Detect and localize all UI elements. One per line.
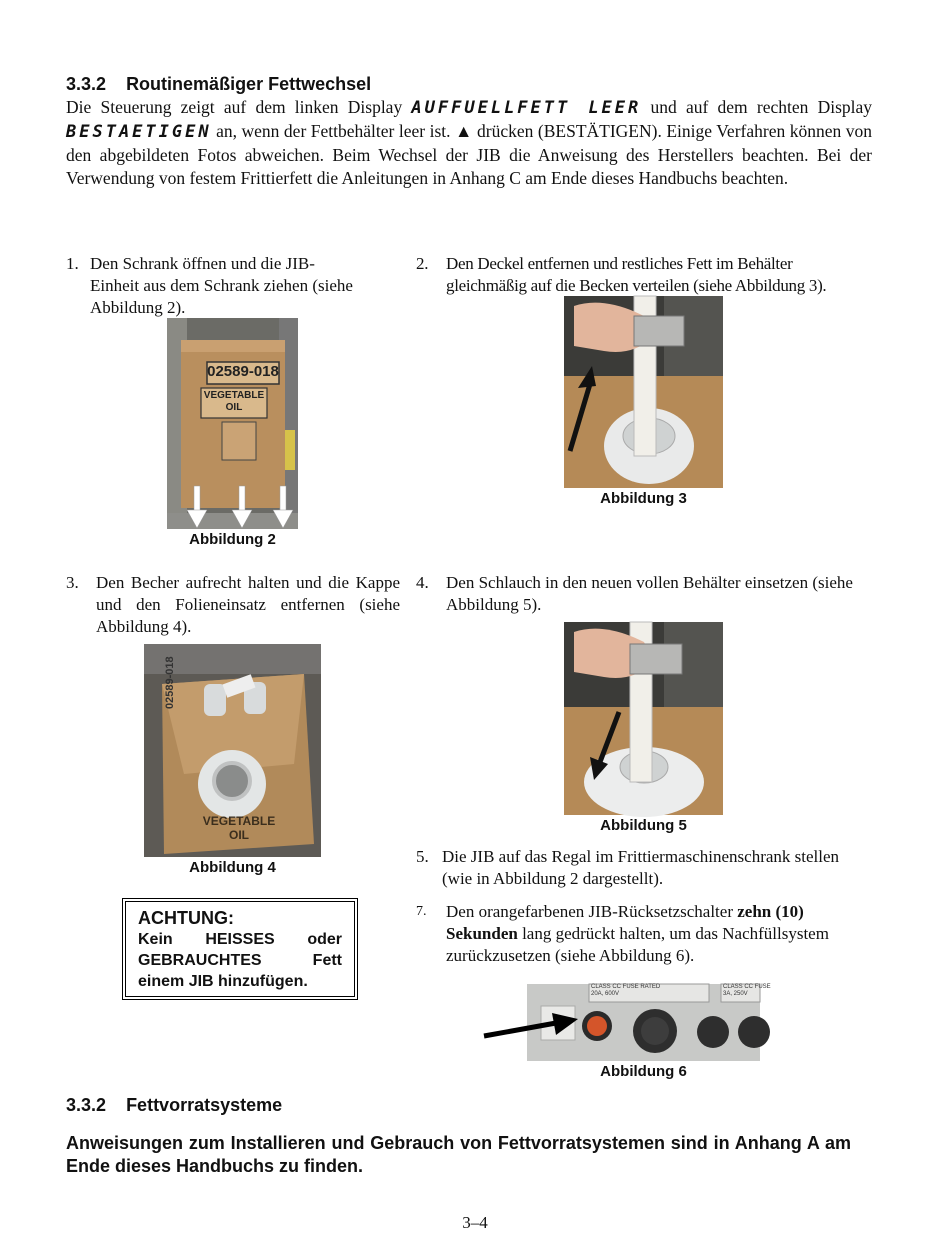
intro-paragraph [66,96,872,190]
step-text-b: lang gedrückt halten, um das Nachfüllsystem zurückzusetzen (siehe Abbildung 6). [446,924,829,965]
section-2-body: Anweisungen zum Installieren und Gebrauch von Fettvorratsystemen sind in Anhang A am Ende dieses Handbuchs zu finden. [66,1133,851,1176]
figure-5-caption: Abbildung 5 [600,817,687,834]
box-product-line2: OIL [225,402,243,413]
step-number: 1. [66,254,79,273]
step-3 [66,572,400,638]
figure-3-caption: Abbildung 3 [600,490,687,507]
intro-text-4: drücken (BESTÄTIGEN). Einige Verfahren können von den abgebildeten Fotos abweichen. Beim Wechsel der JIB die Anweisung des Herstellers beachten. Bei der Verwendung von festem Frittierfett die Anleitungen in Anhang C am Ende dieses Handbuchs beachten. [66,121,873,188]
fuse-label-2-line-1: CLASS CC FUSE [723,984,771,990]
step-number: 2. [416,254,429,273]
display-right-message: BESTAETIGEN [66,122,212,142]
box-code-label: 02589-018 [207,363,279,380]
section-title: Routinemäßiger Fettwechsel [126,74,372,94]
step-2 [416,253,866,297]
hose-insert-image [564,622,723,815]
warning-line-3: einem JIB hinzufügen. [138,973,308,990]
step-number: 7. [416,904,427,919]
step-text: Die JIB auf das Regal im Frittiermaschinenschrank stellen (wie in Abbildung 2 dargestellt). [442,847,840,888]
step-text: Den Becher aufrecht halten und die Kappe und den Folieneinsatz entfernen (siehe Abbildung 4). [96,573,400,636]
fuse-label-2 [723,984,771,998]
fuse-label-1-line-1: CLASS CC FUSE RATED [591,984,661,990]
intro-text-3: an, wenn der Fettbehälter leer ist. [216,121,451,141]
figure-5-photo [564,622,723,815]
step-1 [66,253,356,319]
step-text: Den Deckel entfernen und restliches Fett im Behälter gleichmäßig auf die Becken verteilen (siehe Abbildung 3). [446,254,827,295]
warning-box [122,898,358,1000]
step-text [446,901,872,967]
pointer-arrow-icon [480,1005,580,1045]
step-number: 4. [416,573,429,592]
warning-line-2: GEBRAUCHTES Fett [138,952,342,969]
figure-4-caption: Abbildung 4 [189,859,276,876]
box-product-label: VEGETABLE OIL [202,814,276,842]
intro-text-2: und auf dem rechten Display [650,97,873,117]
section-number: 3.3.2 [66,1095,107,1115]
fuse-label-1 [591,984,660,998]
up-arrow-icon: ▲ [455,121,473,141]
step-text-a: Den orangefarbenen JIB-Rücksetzschalter [446,902,733,921]
section-title: Fettvorratsysteme [126,1095,283,1115]
section-heading-2 [66,1095,282,1116]
step-number: 5. [416,847,429,866]
step-text-bold: zehn (10) Sekunden [446,902,804,943]
box-code-label: 02589-018 [164,656,176,709]
down-arrows-icon [167,318,298,529]
hose-removal-image [564,296,723,488]
display-left-message: AUFFUELLFETT LEER [411,98,642,118]
warning-text [138,929,342,992]
step-4 [416,572,872,616]
fuse-label-1-line-2: 20A, 600V [591,991,620,997]
step-number: 3. [66,573,79,592]
figure-6-caption: Abbildung 6 [600,1063,687,1080]
figure-3-photo [564,296,723,488]
step-5 [416,846,872,890]
step-7 [416,901,872,967]
section-heading [66,74,371,95]
warning-line-1: Kein HEISSES oder [138,931,342,948]
figure-2-photo [167,318,298,529]
fuse-label-2-line-2: 3A, 250V [723,991,748,997]
figure-2-caption: Abbildung 2 [189,531,276,548]
figure-4-photo [144,644,321,857]
step-text: Den Schrank öffnen und die JIB-Einheit aus dem Schrank ziehen (siehe Abbildung 2). [90,254,353,317]
intro-text-1: Die Steuerung zeigt auf dem linken Display [66,97,403,117]
warning-title: ACHTUNG: [138,908,234,928]
box-product-line1: VEGETABLE [203,390,265,401]
section-number: 3.3.2 [66,74,107,94]
page-number: 3–4 [462,1213,488,1232]
step-text: Den Schlauch in den neuen vollen Behälter einsetzen (siehe Abbildung 5). [446,573,853,614]
